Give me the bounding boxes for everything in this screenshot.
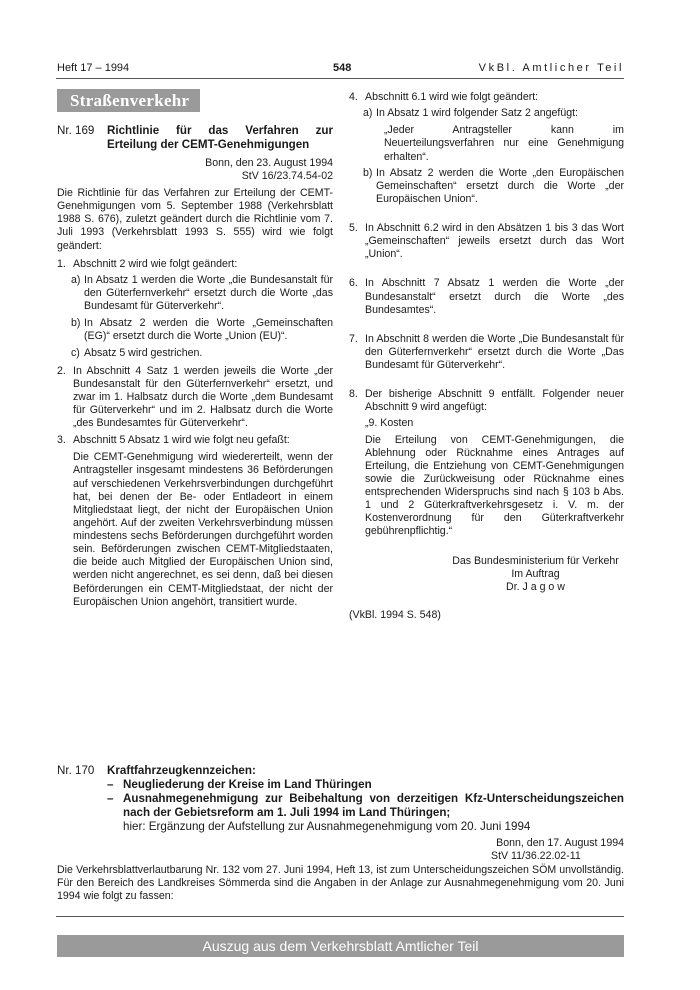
list-subitem: b) In Absatz 2 werden die Worte „Gemeinschaften (EG)“ ersetzt durch die Worte „Union (EU)“. [71, 317, 333, 343]
n170-body: Die Verkehrsblattverlautbarung Nr. 132 vom 27. Juni 1994, Heft 13, ist zum Unterscheidungszeichen SÖM unvollständig. Für den Bereich des Landkreises Sömmerda sind die Angaben in der Anlage zur Ausnahmegenehmigung vom 20. Juni 1994 wie folgt zu fassen: [57, 864, 624, 903]
list-item: 1. Abschnitt 2 wird wie folgt geändert: [57, 257, 238, 270]
signature-line3: Dr. J a g o w [506, 580, 565, 593]
n169-place-date: Bonn, den 23. August 1994 [205, 156, 333, 169]
n169-i8-body: Die Erteilung von CEMT-Genehmigungen, die Ablehnung oder Rücknahme eines Antrages auf Erteilung, die Entziehung von CEMT-Genehmigungen sowie die Zurückweisung oder Rücknahme eines entsprechenden Widerspruchs sind nach § 103 b Abs. 1 und 2 Güterkraftverkehrsgesetz i. V. m. der Kostenverordnung für den Güterkraftverkehr gebührenpflichtig.“ [365, 433, 624, 538]
n169-citation: (VkBl. 1994 S. 548) [349, 608, 441, 621]
list-item: 5. In Abschnitt 6.2 wird in den Absätzen 1 bis 3 das Wort „Gemeinschaften“ jeweils ersetzt durch das Wort „Union“. [349, 222, 624, 261]
list-item: 6. In Abschnitt 7 Absatz 1 werden die Worte „der Bundesanstalt“ ersetzt durch die Worte „des Bundesamtes“. [349, 277, 624, 316]
list-item: 8. Der bisherige Abschnitt 9 entfällt. Folgender neuer Abschnitt 9 wird angefügt: [349, 388, 624, 414]
n169-i8-heading: „9. Kosten [365, 417, 414, 430]
issue-label: Heft 17 – 1994 [57, 62, 130, 74]
page-number: 548 [333, 62, 352, 74]
signature-line1: Das Bundesministerium für Verkehr [452, 554, 619, 567]
n170-number: Nr. 170 [57, 764, 95, 777]
n169-title-line1: Richtlinie für das Verfahren zur [107, 124, 333, 137]
n169-heading [57, 124, 333, 152]
n170-title3: – Ausnahmegenehmigung zur Beibehaltung von derzeitigen Kfz-Unterscheidungszeichen nach der Gebietsreform am 1. Juli 1994 im Land Thüringen; [107, 791, 624, 819]
list-item: 2. In Abschnitt 4 Satz 1 werden jeweils die Worte „der Bundesanstalt für den Güterfernverkehr“ ersetzt, und zwar im 1. Halbsatz durch die Worte „dem Bundesamt für Güterverkehr“ und im 2. Halbsatz durch die Worte „des Bundesamtes für Güterverkehr“. [57, 364, 333, 430]
signature-line2: Im Auftrag [511, 567, 560, 580]
list-subitem: b) In Absatz 2 werden die Worte „den Europäischen Gemeinschaften“ ersetzt durch die Worte „der Europäischen Union“. [363, 166, 624, 205]
n169-intro: Die Richtlinie für das Verfahren zur Erteilung der CEMT-Genehmigungen vom 5. September 1988 (Verkehrsblatt 1988 S. 676), zuletzt geändert durch die Richtlinie vom 7. Juli 1993 (Verkehrsblatt 1993 S. 555) wird wie folgt geändert: [57, 187, 333, 252]
list-item: 4. Abschnitt 6.1 wird wie folgt geändert: [349, 91, 539, 103]
list-subitem: a) In Absatz 1 werden die Worte „die Bundesanstalt für den Güterfernverkehr“ ersetzt durch die Worte „das Bundesamt für Güterverkehr“. [71, 273, 333, 313]
n170-heading [57, 764, 624, 834]
n170-reference: StV 11/36.22.02-11 [491, 850, 581, 862]
right-column [349, 91, 624, 622]
header-rule [56, 78, 624, 79]
n169-i4a-quote: „Jeder Antragsteller kann im Neuerteilungsverfahren nur eine Genehmigung erhalten“. [384, 124, 624, 163]
n170-place-date: Bonn, den 17. August 1994 [496, 837, 624, 849]
n170-title2: – Neugliederung der Kreise im Land Thüringen [107, 777, 372, 791]
signature-block [349, 555, 624, 594]
list-subitem: c) Absatz 5 wird gestrichen. [71, 347, 203, 360]
footer-banner: Auszug aus dem Verkehrsblatt Amtlicher Teil [57, 935, 624, 957]
left-column [57, 124, 333, 609]
n169-number: Nr. 169 [57, 124, 95, 137]
list-item: 7. In Abschnitt 8 werden die Worte „Die Bundesanstalt für den Güterfernverkehr“ ersetzt durch die Worte „Das Bundesamt für Güterverkehr“. [349, 332, 624, 371]
n169-i3-body: Die CEMT-Genehmigung wird wiedererteilt, wenn der Antragsteller insgesamt mindestens 36 Beförderungen auf verschiedenen Verkehrsverbindungen durchgeführt hat, bei denen der Be- oder Entladeort in einem Mitgliedstaat liegt, der nicht der Europäischen Union angehört. Auf der zweiten Verkehrsverbindung müssen mindestens sechs Beförderungen durchgeführt worden sein. Beförderungen zwischen CEMT-Mitgliedstaaten, die beide auch Mitglied der Europäischen Union sind, werden nicht angerechnet, es sei denn, daß bei diesen Beförderungen ein CEMT-Mitgliedstaat, der nicht der Europäischen Union angehört, transitiert wurde. [73, 451, 333, 608]
list-subitem: a) In Absatz 1 wird folgender Satz 2 angefügt: [363, 107, 578, 120]
n170-title4: hier: Ergänzung der Aufstellung zur Ausnahmegenehmigung vom 20. Juni 1994 [123, 819, 531, 833]
n169-title-line2: Erteilung der CEMT-Genehmigungen [107, 137, 310, 151]
n170-title1: Kraftfahrzeugkennzeichen: [107, 764, 256, 777]
footer-rule [56, 916, 624, 917]
list-item: 3. Abschnitt 5 Absatz 1 wird wie folgt neu gefaßt: [57, 434, 290, 447]
journal-title: VkBl. Amtlicher Teil [478, 62, 624, 74]
n169-reference: StV 16/23.74.54-02 [241, 169, 333, 182]
section-banner: Straßenverkehr [57, 89, 200, 112]
